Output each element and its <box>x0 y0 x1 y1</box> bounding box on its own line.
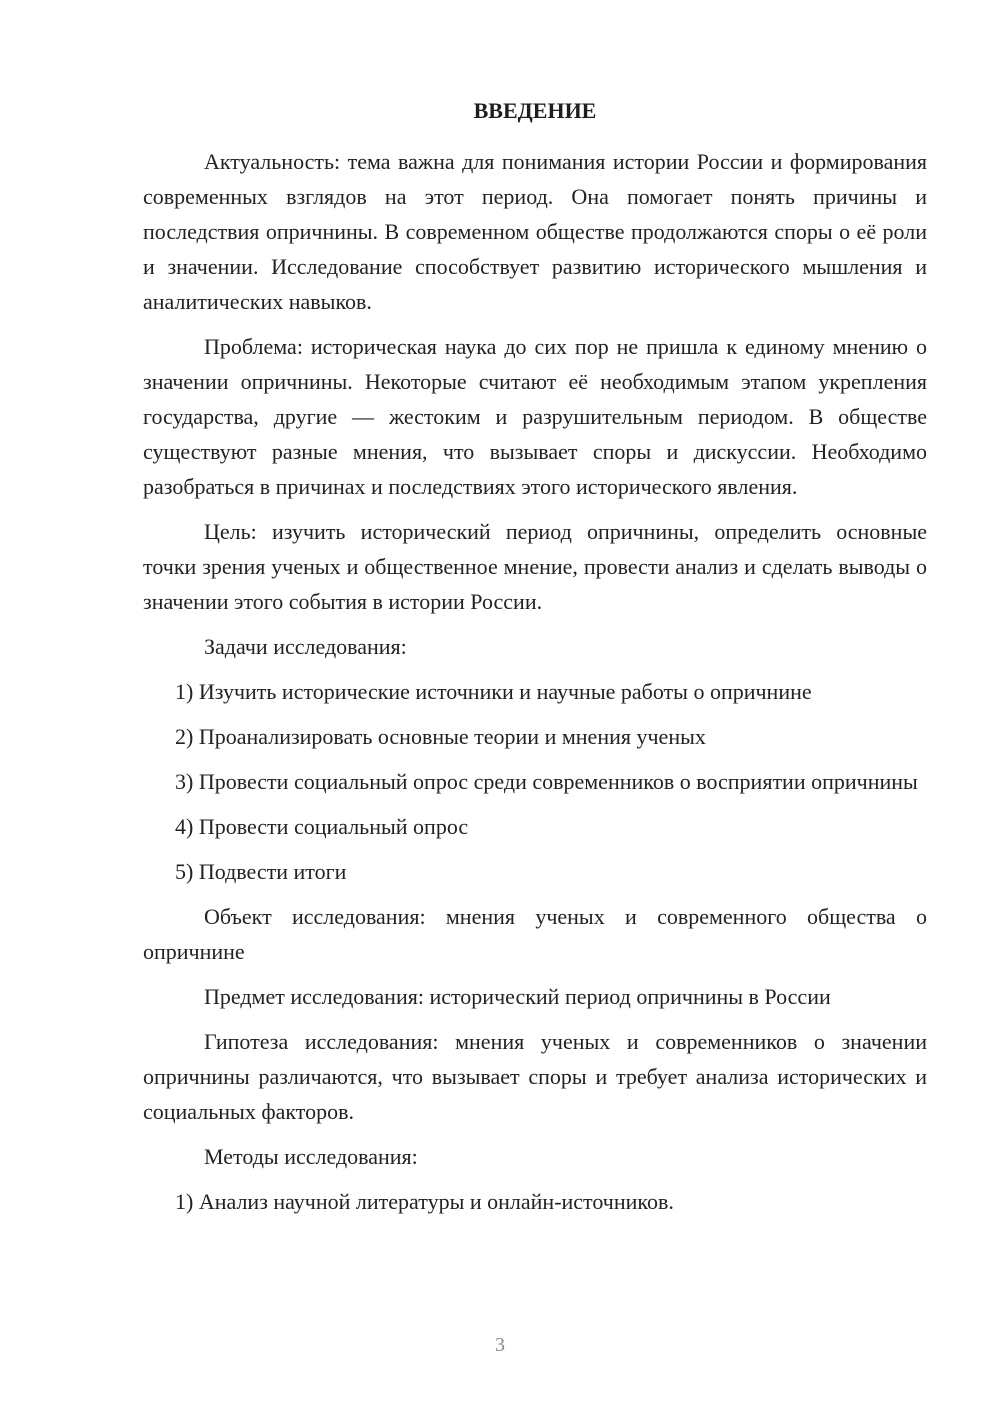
methods-heading: Методы исследования: <box>204 1144 418 1169</box>
object-paragraph: Объект исследования: мнения ученых и современного общества о опричнине <box>143 904 927 964</box>
method-item-1: 1) Анализ научной литературы и онлайн-источников. <box>175 1189 674 1214</box>
hypothesis-paragraph: Гипотеза исследования: мнения ученых и современников о значении опричнины различаются, что вызывает споры и требует анализа исторических и социальных факторов. <box>143 1029 927 1124</box>
task-item-5: 5) Подвести итоги <box>175 859 347 884</box>
task-item-4: 4) Провести социальный опрос <box>175 814 469 839</box>
page-content <box>143 95 927 1229</box>
relevance-paragraph: Актуальность: тема важна для понимания истории России и формирования современных взглядов на этот период. Она помогает понять причины и последствия опричнины. В современном обществе продолжаются споры о её роли и значении. Исследование способствует развитию исторического мышления и аналитических навыков. <box>143 149 927 314</box>
problem-paragraph: Проблема: историческая наука до сих пор не пришла к единому мнению о значении опричнины. Некоторые считают её необходимым этапом укрепления государства, другие — жестоким и разрушительным периодом. В обществе существуют разные мнения, что вызывает споры и дискуссии. Необходимо разобраться в причинах и последствиях этого исторического явления. <box>143 334 927 499</box>
subject-paragraph: Предмет исследования: исторический период опричнины в России <box>204 984 831 1009</box>
page-number: 3 <box>495 1334 505 1356</box>
task-item-1: 1) Изучить исторические источники и научные работы о опричнине <box>175 679 812 704</box>
tasks-heading: Задачи исследования: <box>204 634 407 659</box>
task-item-3: 3) Провести социальный опрос среди современников о восприятии опричнины <box>175 769 918 794</box>
goal-paragraph: Цель: изучить исторический период опричнины, определить основные точки зрения ученых и общественное мнение, провести анализ и сделать выводы о значении этого события в истории России. <box>143 519 927 614</box>
task-item-2: 2) Проанализировать основные теории и мнения ученых <box>175 724 706 749</box>
section-heading: ВВЕДЕНИЕ <box>473 98 597 123</box>
